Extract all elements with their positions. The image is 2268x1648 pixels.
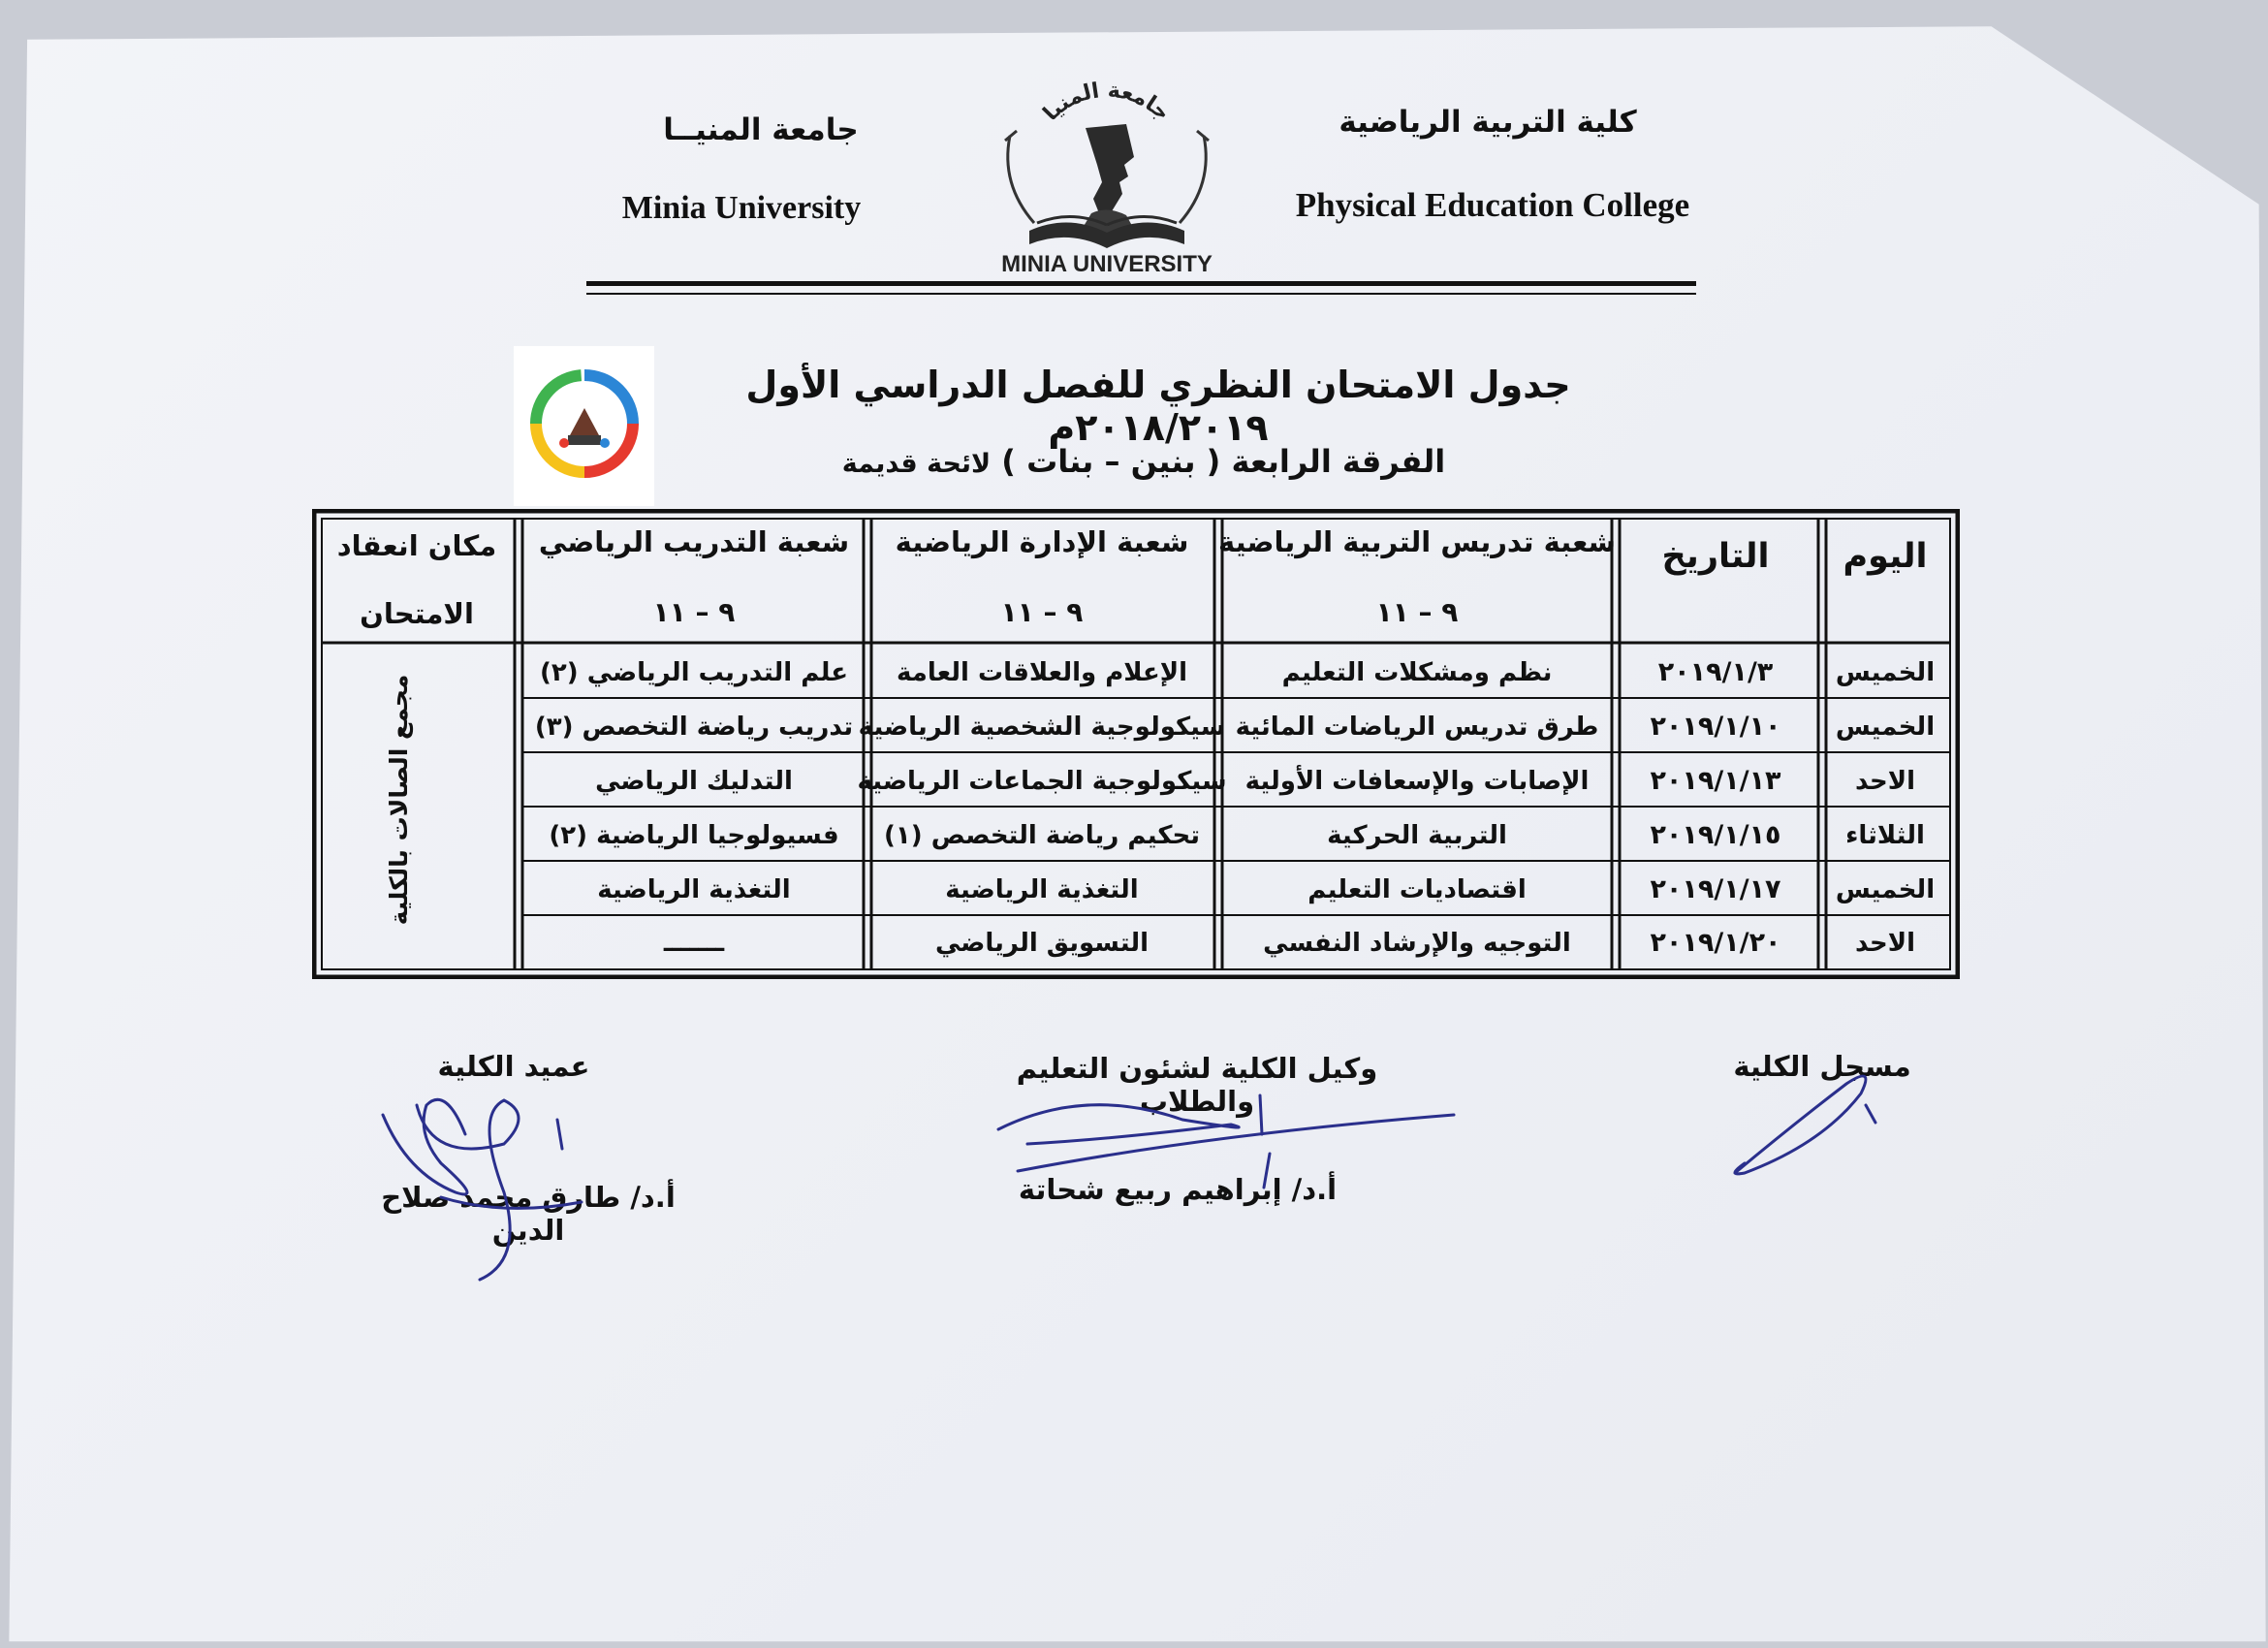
university-name-english: Minia University [621,190,862,226]
vice-dean-name: أ.د/ إبراهيم ربيع شحاتة [1018,1173,1338,1206]
cell-teaching: نظم ومشكلات التعليم [1281,658,1553,687]
cell-teaching: طرق تدريس الرياضات المائية [1235,713,1599,742]
table-row [663,928,1915,958]
header-venue: مكان انعقاد الامتحان [336,529,497,630]
venue-cell: مجمع الصالات بالكلية [385,674,413,926]
cell-day: الاحد [1854,929,1916,958]
table-row [597,874,1935,904]
cell-training: فسيولوجيا الرياضية (٢) [549,821,839,850]
header-admin-division: شعبة الإدارة الرياضية [895,525,1189,558]
dean-title: عميد الكلية [437,1050,590,1083]
cell-date: ٢٠١٩/١/٣ [1657,657,1774,687]
logo-arabic-text: جامعة المنيا [1038,78,1175,126]
registrar-title: مسجل الكلية [1733,1050,1911,1083]
cohort-label: الفرقة الرابعة ( بنين – بنات ) [1001,443,1446,480]
cell-date: ٢٠١٩/١/١٥ [1650,820,1781,850]
logo-english-text: MINIA UNIVERSITY [1001,251,1213,277]
cell-admin: الإعلام والعلاقات العامة [896,658,1188,687]
header-rule-thin [586,293,1696,295]
schedule-title: جدول الامتحان النظري للفصل الدراسي الأول ٢٠١٨/٢٠١٩م [745,364,1571,449]
cell-training: تدريب رياضة التخصص (٣) [534,713,854,742]
minia-university-logo [991,68,1223,281]
svg-text:جامعة المنيا [1039,79,1175,126]
cell-training: التغذية الرياضية [597,875,791,904]
cell-day: الخميس [1835,658,1936,687]
header-rule-thick [586,281,1696,286]
cell-day: الخميس [1835,713,1936,742]
cell-teaching: التوجيه والإرشاد النفسي [1263,929,1571,958]
college-name-english: Physical Education College [1295,186,1690,224]
schedule-subtitle [804,443,1483,480]
student-union-badge-icon [514,346,654,506]
header-day: اليوم [1843,537,1928,576]
cell-admin: تحكيم رياضة التخصص (١) [884,821,1200,850]
exam-schedule-table [312,509,1960,979]
cell-training: التدليك الرياضي [595,767,793,796]
bylaw-note: لائحة قديمة [841,449,992,479]
header-training-division: شعبة التدريب الرياضي [538,525,850,558]
cell-day: الثلاثاء [1845,821,1925,850]
table-row [535,712,1935,742]
cell-date: ٢٠١٩/١/١٧ [1650,874,1781,904]
header-date: التاريخ [1661,537,1770,576]
cell-teaching: التربية الحركية [1327,821,1507,850]
header-teaching-time: ٩ – ١١ [1375,596,1459,628]
table-row [595,765,1915,796]
vice-dean-title: وكيل الكلية لشئون التعليم والطلاب [1016,1052,1378,1118]
header-admin-time: ٩ – ١١ [1000,596,1084,628]
header-teaching-division: شعبة تدريس التربية الرياضية [1218,525,1616,558]
university-name-arabic: جامعة المنيــا [663,112,859,147]
header-training-time: ٩ – ١١ [652,596,736,628]
dean-name: أ.د/ طارق محمد صلاح الدين [381,1181,676,1247]
college-name-arabic: كلية التربية الرياضية [1339,105,1637,140]
cell-admin: سيكولوجية الجماعات الرياضية [857,767,1227,796]
cell-date: ٢٠١٩/١/٢٠ [1650,928,1781,958]
cell-training: ـــــــ [663,929,725,958]
table-row [540,657,1935,687]
cell-training: علم التدريب الرياضي (٢) [540,658,848,687]
cell-admin: سيكولوجية الشخصية الرياضية [858,713,1226,742]
cell-teaching: اقتصاديات التعليم [1307,875,1527,904]
cell-admin: التسويق الرياضي [934,929,1150,958]
cell-teaching: الإصابات والإسعافات الأولية [1244,767,1590,796]
cell-admin: التغذية الرياضية [945,875,1139,904]
table-row [549,820,1925,850]
cell-date: ٢٠١٩/١/١٣ [1650,766,1781,796]
cell-day: الاحد [1854,767,1916,796]
cell-day: الخميس [1835,875,1936,904]
cell-date: ٢٠١٩/١/١٠ [1650,712,1781,742]
